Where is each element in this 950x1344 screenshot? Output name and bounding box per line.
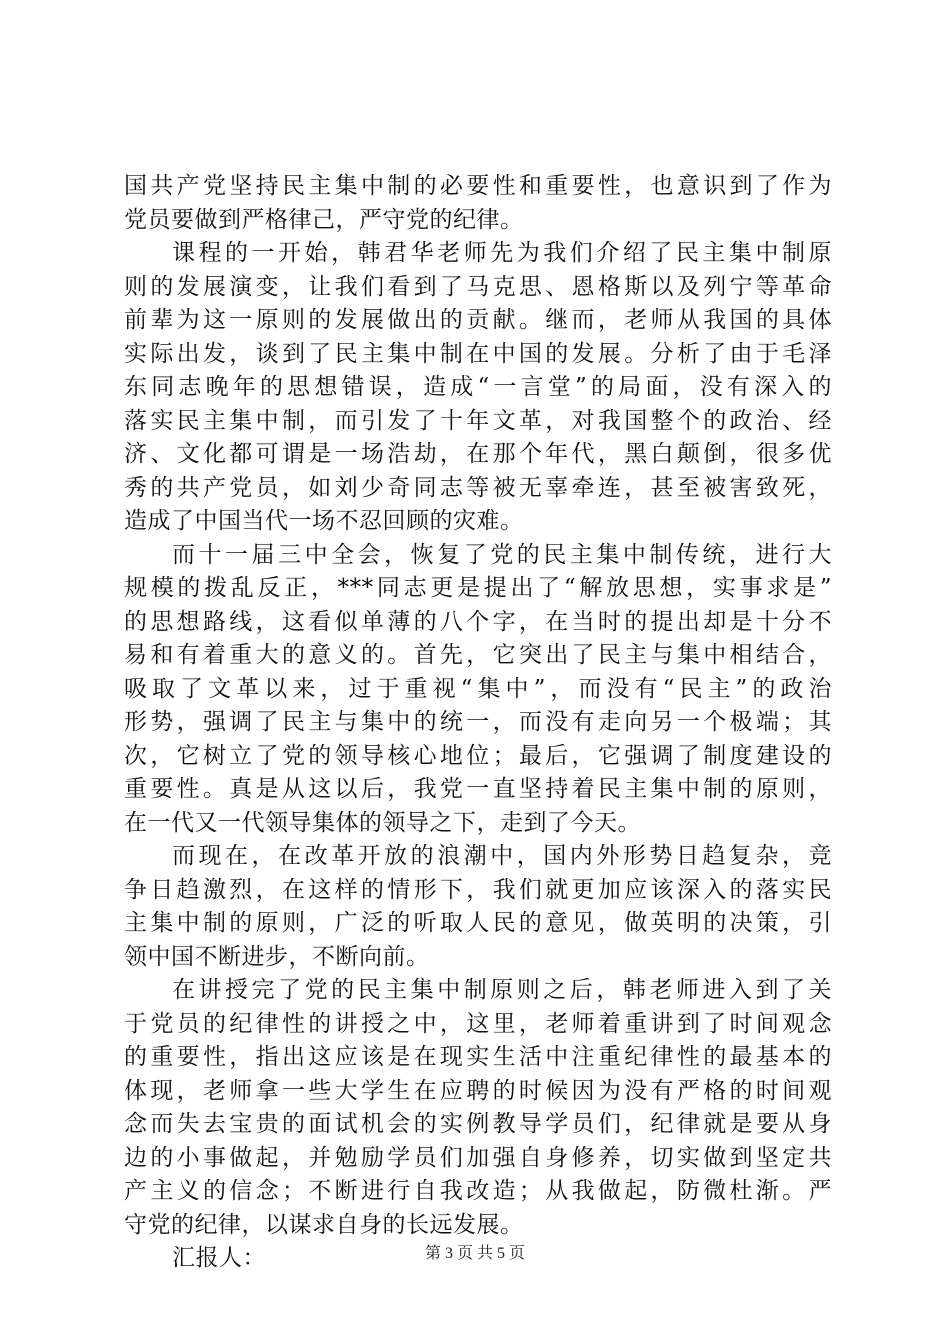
text-line: 主集中制的原则，广泛的听取人民的意见，做英明的决策，引	[124, 910, 832, 936]
text-line: 产主义的信念；不断进行自我改造；从我做起，防微杜渐。严	[124, 1178, 832, 1204]
text-line: 东同志晚年的思想错误，造成“一言堂”的局面，没有深入的	[124, 374, 832, 400]
text-line: 在一代又一代领导集体的领导之下，走到了今天。	[124, 809, 641, 836]
text-line: 易和有着重大的意义的。首先，它突出了民主与集中相结合，	[124, 642, 832, 668]
text-line: 秀的共产党员，如刘少奇同志等被无辜牵连，甚至被害致死，	[124, 474, 832, 501]
text-line: 边的小事做起，并勉励学员们加强自身修养，切实做到坚定共	[124, 1144, 832, 1171]
text-line: 造成了中国当代一场不忍回顾的灾难。	[124, 508, 524, 534]
text-line: 形势，强调了民主与集中的统一，而没有走向另一个极端；其	[124, 709, 832, 735]
text-line: 的重要性，指出这应该是在现实生活中注重纪律性的最基本的	[124, 1044, 832, 1070]
text-line: 课程的一开始，韩君华老师先为我们介绍了民主集中制原	[172, 240, 832, 266]
text-line: 于党员的纪律性的讲授之中，这里，老师着重讲到了时间观念	[124, 1010, 832, 1037]
text-line: 争日趋激烈，在这样的情形下，我们就更加应该深入的落实民	[124, 876, 832, 903]
text-line: 落实民主集中制，而引发了十年文革，对我国整个的政治、经	[124, 407, 832, 434]
text-line: 规模的拨乱反正，***同志更是提出了“解放思想，实事求是”	[124, 575, 832, 601]
text-line: 实际出发，谈到了民主集中制在中国的发展。分析了由于毛泽	[124, 340, 832, 367]
text-line: 次，它树立了党的领导核心地位；最后，它强调了制度建设的	[124, 742, 832, 769]
text-line: 念而失去宝贵的面试机会的实例教导学员们，纪律就是要从身	[124, 1111, 832, 1137]
text-line: 济、文化都可谓是一场浩劫，在那个年代，黑白颠倒，很多优	[124, 441, 832, 467]
text-line: 重要性。真是从这以后，我党一直坚持着民主集中制的原则，	[124, 776, 832, 802]
text-line: 国共产党坚持民主集中制的必要性和重要性，也意识到了作为	[124, 173, 832, 199]
text-line: 汇报人：	[172, 1245, 266, 1271]
text-line: 在讲授完了党的民主集中制原则之后，韩老师进入到了关	[172, 977, 832, 1003]
document-body	[124, 170, 832, 1276]
text-line: 前辈为这一原则的发展做出的贡献。继而，老师从我国的具体	[124, 307, 832, 333]
text-line: 而现在，在改革开放的浪潮中，国内外形势日趋复杂，竞	[172, 843, 832, 869]
text-line: 守党的纪律，以谋求自身的长远发展。	[124, 1211, 524, 1238]
text-line: 领中国不断进步，不断向前。	[124, 943, 430, 970]
text-line: 党员要做到严格律己，严守党的纪律。	[124, 206, 524, 233]
text-line: 吸取了文革以来，过于重视“集中”，而没有“民主”的政治	[124, 675, 832, 702]
text-line: 的思想路线，这看似单薄的八个字，在当时的提出却是十分不	[124, 608, 832, 635]
text-line: 则的发展演变，让我们看到了马克思、恩格斯以及列宁等革命	[124, 273, 832, 300]
page-number-footer: 第 3 页 共 5 页	[424, 1245, 525, 1262]
text-line: 而十一届三中全会，恢复了党的民主集中制传统，进行大	[172, 541, 832, 568]
text-line: 体现，老师拿一些大学生在应聘的时候因为没有严格的时间观	[124, 1077, 832, 1104]
